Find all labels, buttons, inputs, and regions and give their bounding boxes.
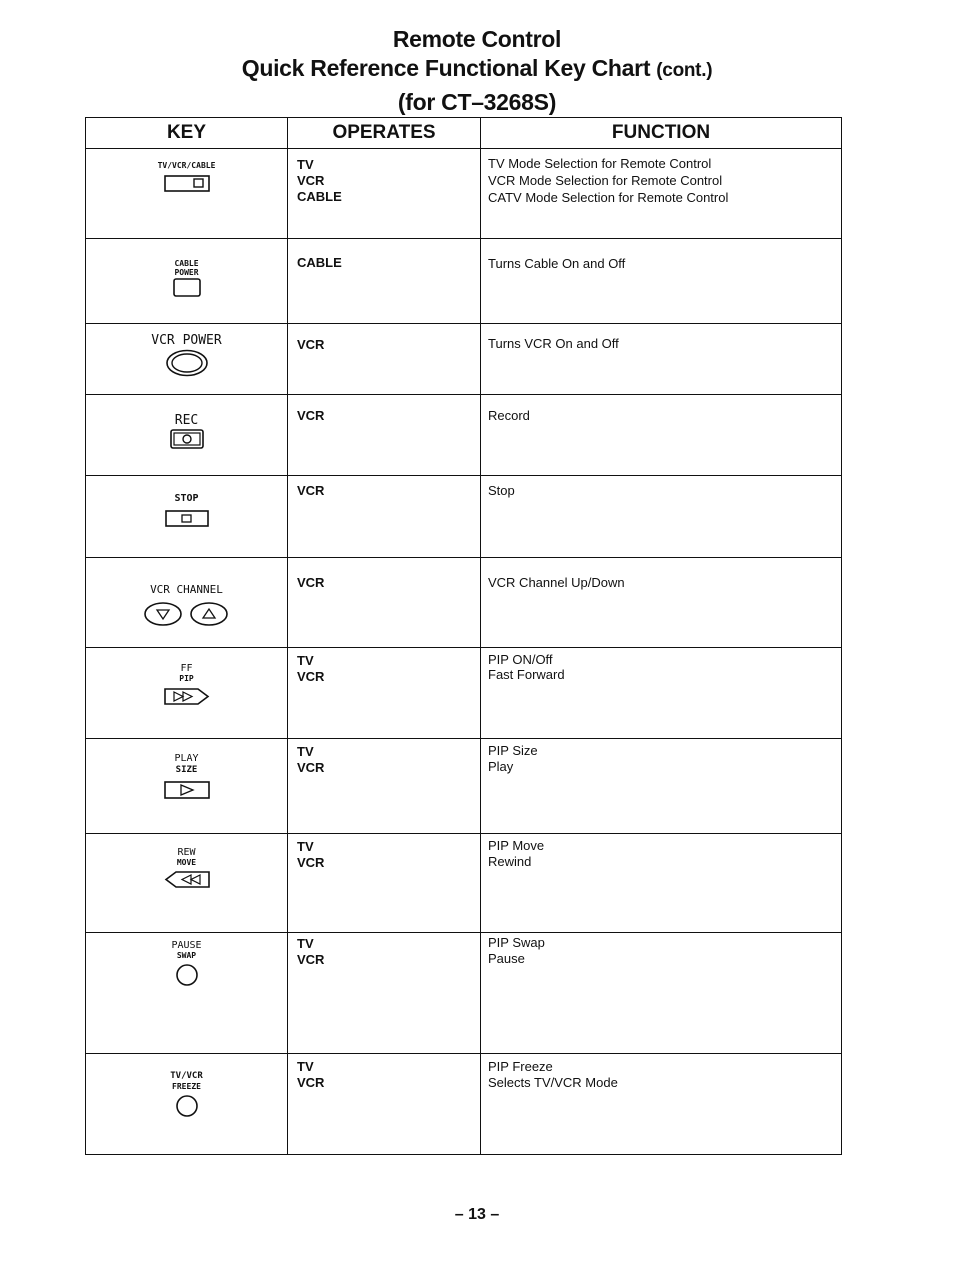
operates-item: VCR [297, 760, 325, 775]
operates-item: VCR [297, 408, 325, 423]
key-label: STOP [174, 493, 199, 504]
operates-cell [288, 648, 481, 739]
operates-item: VCR [297, 952, 325, 967]
subtitle-suffix: (cont.) [656, 60, 713, 81]
key-chart-table [85, 117, 842, 1155]
oval-button-icon [165, 349, 209, 377]
key-label: TV/VCR [170, 1071, 203, 1081]
key-label: VCR CHANNEL [150, 583, 223, 596]
operates-item: VCR [297, 575, 325, 590]
function-cell [481, 149, 842, 239]
table-row [86, 324, 842, 395]
key-cell [86, 239, 288, 324]
page-subtitle [0, 55, 954, 82]
table-row [86, 648, 842, 739]
key-label: TV/VCR/CABLE [157, 161, 216, 170]
function-cell [481, 648, 842, 739]
function-item: PIP ON/Off [488, 652, 553, 667]
table-row [86, 149, 842, 239]
round-button-icon [175, 963, 199, 987]
function-item: Stop [488, 483, 515, 498]
square-button-icon [173, 278, 201, 298]
key-cell [86, 739, 288, 834]
key-sublabel: PIP [179, 674, 194, 683]
operates-cell [288, 834, 481, 933]
record-button-icon [170, 429, 204, 449]
operates-cell [288, 558, 481, 648]
operates-item: TV [297, 744, 314, 759]
function-item: PIP Move [488, 838, 545, 853]
table-row [86, 739, 842, 834]
key-label: PLAY [174, 753, 199, 764]
operates-item: TV [297, 839, 314, 854]
operates-cell [288, 1054, 481, 1155]
operates-item: TV [297, 653, 314, 668]
operates-cell [288, 395, 481, 476]
function-item: Record [488, 408, 530, 423]
table-row [86, 933, 842, 1054]
operates-item: CABLE [297, 255, 342, 270]
table-header-row [86, 118, 842, 149]
table-row [86, 558, 842, 648]
table-row [86, 834, 842, 933]
operates-item: TV [297, 1059, 314, 1074]
function-cell [481, 324, 842, 395]
operates-item: VCR [297, 669, 325, 684]
key-cell [86, 1054, 288, 1155]
operates-cell [288, 324, 481, 395]
function-cell [481, 558, 842, 648]
function-item: Fast Forward [488, 667, 565, 682]
key-sublabel: SWAP [176, 951, 197, 960]
function-item: Turns Cable On and Off [488, 256, 626, 271]
key-cell [86, 395, 288, 476]
key-cell [86, 648, 288, 739]
key-cell [86, 476, 288, 558]
page-title: Remote Control [392, 26, 562, 52]
function-cell [481, 476, 842, 558]
operates-cell [288, 739, 481, 834]
operates-item: TV [297, 936, 314, 951]
channel-updown-icon [142, 601, 232, 627]
operates-item: VCR [297, 483, 325, 498]
operates-item: CABLE [297, 189, 342, 204]
header-key: KEY [86, 118, 288, 149]
key-sublabel: MOVE [176, 858, 197, 867]
function-item: PIP Freeze [488, 1059, 553, 1074]
function-cell [481, 739, 842, 834]
function-cell [481, 395, 842, 476]
function-item: TV Mode Selection for Remote Control [488, 156, 712, 171]
function-item: VCR Channel Up/Down [488, 575, 625, 590]
function-item: Turns VCR On and Off [488, 336, 619, 351]
key-sublabel: POWER [174, 268, 199, 277]
key-label: CABLE [174, 259, 199, 268]
key-label: REW [177, 847, 196, 858]
rewind-icon [164, 871, 210, 889]
table-row [86, 476, 842, 558]
function-cell [481, 239, 842, 324]
key-label: VCR POWER [151, 333, 222, 348]
play-button-icon [164, 781, 210, 801]
key-cell [86, 933, 288, 1054]
operates-item: TV [297, 157, 314, 172]
key-label: REC [174, 413, 199, 428]
header-operates: OPERATES [288, 118, 481, 149]
subtitle-text: Quick Reference Functional Key Chart [241, 55, 651, 81]
page-number: – 13 – [454, 1206, 500, 1223]
key-cell [86, 149, 288, 239]
operates-cell [288, 149, 481, 239]
round-button-icon [175, 1094, 199, 1118]
fast-forward-icon [164, 688, 210, 706]
function-cell [481, 834, 842, 933]
operates-cell [288, 476, 481, 558]
key-cell [86, 558, 288, 648]
table-row [86, 239, 842, 324]
function-item: CATV Mode Selection for Remote Control [488, 190, 729, 205]
function-item: Play [488, 759, 514, 774]
function-item: Rewind [488, 854, 532, 869]
operates-item: VCR [297, 1075, 325, 1090]
key-sublabel: FREEZE [172, 1082, 201, 1091]
key-sublabel: SIZE [175, 765, 198, 775]
stop-button-icon [165, 510, 209, 528]
function-item: PIP Size [488, 743, 538, 758]
function-item: PIP Swap [488, 935, 545, 950]
function-cell [481, 1054, 842, 1155]
table-row [86, 395, 842, 476]
key-label: FF [180, 663, 193, 674]
model-title: (for CT–3268S) [397, 89, 557, 115]
function-item: Selects TV/VCR Mode [488, 1075, 618, 1090]
slide-switch-icon [164, 175, 210, 193]
header-function: FUNCTION [481, 118, 842, 149]
function-cell [481, 933, 842, 1054]
function-item: Pause [488, 951, 525, 966]
key-cell [86, 324, 288, 395]
operates-item: VCR [297, 855, 325, 870]
key-label: PAUSE [171, 940, 202, 951]
operates-item: VCR [297, 173, 325, 188]
table-row [86, 1054, 842, 1155]
operates-item: VCR [297, 337, 325, 352]
operates-cell [288, 239, 481, 324]
function-item: VCR Mode Selection for Remote Control [488, 173, 723, 188]
key-cell [86, 834, 288, 933]
operates-cell [288, 933, 481, 1054]
